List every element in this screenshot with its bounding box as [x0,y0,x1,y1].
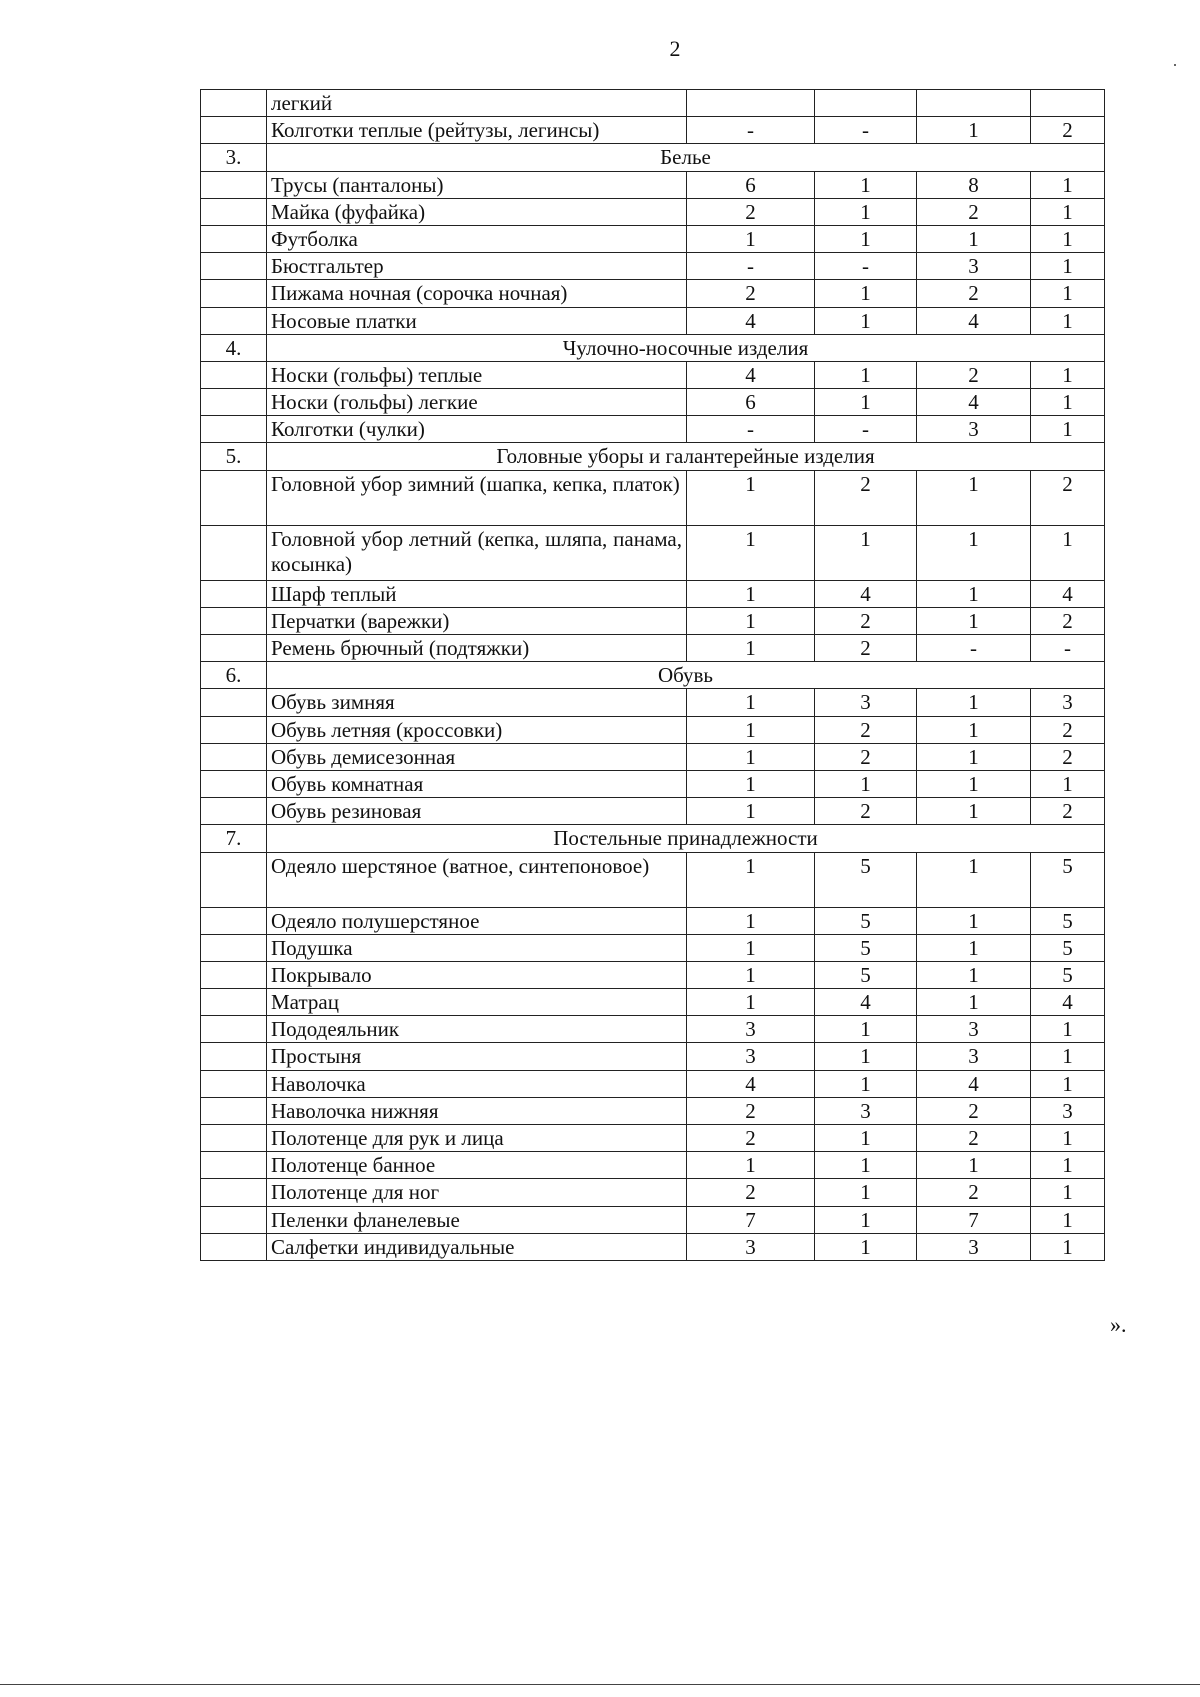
table-row [201,635,1105,662]
item-name: Одеяло шерстяное (ватное, синтепоновое) [267,852,687,907]
row-number [201,961,267,988]
table-row [201,90,1105,117]
item-value-col-2: 1 [815,1070,917,1097]
item-value-col-4: 2 [1031,117,1105,144]
row-number [201,580,267,607]
item-value-col-4: 2 [1031,716,1105,743]
row-number [201,253,267,280]
item-name: Полотенце для рук и лица [267,1125,687,1152]
item-value-col-3: 1 [917,934,1031,961]
item-value-col-3: 2 [917,1125,1031,1152]
item-value-col-2: 3 [815,689,917,716]
item-value-col-4: 1 [1031,1152,1105,1179]
row-number [201,1233,267,1260]
item-value-col-1: 2 [687,198,815,225]
row-number [201,716,267,743]
item-value-col-4: 5 [1031,961,1105,988]
item-value-col-1: - [687,416,815,443]
item-value-col-4: 5 [1031,907,1105,934]
table-row [201,907,1105,934]
item-name: Носки (гольфы) легкие [267,389,687,416]
item-name: Одеяло полушерстяное [267,907,687,934]
item-value-col-3 [917,90,1031,117]
table-row [201,580,1105,607]
table-row [201,171,1105,198]
item-value-col-2: 1 [815,389,917,416]
item-name: Пижама ночная (сорочка ночная) [267,280,687,307]
item-value-col-1: - [687,117,815,144]
item-value-col-3: 2 [917,1097,1031,1124]
item-value-col-1: 1 [687,635,815,662]
row-number [201,607,267,634]
item-value-col-2: 5 [815,907,917,934]
item-value-col-4: 1 [1031,1016,1105,1043]
item-value-col-4: 1 [1031,280,1105,307]
item-value-col-2: 2 [815,607,917,634]
item-value-col-4: 1 [1031,171,1105,198]
item-value-col-4 [1031,90,1105,117]
item-value-col-3: 3 [917,1016,1031,1043]
item-value-col-3: 3 [917,1043,1031,1070]
item-value-col-2: 1 [815,770,917,797]
item-value-col-2: - [815,253,917,280]
item-value-col-4: 1 [1031,416,1105,443]
item-name: Обувь демисезонная [267,743,687,770]
table-row [201,1016,1105,1043]
item-name: Головной убор летний (кепка, шляпа, панама, косынка) [267,525,687,580]
item-value-col-4: 1 [1031,307,1105,334]
item-value-col-1: 1 [687,989,815,1016]
table-row [201,389,1105,416]
item-value-col-3: 2 [917,361,1031,388]
row-number: 5. [201,443,267,470]
norms-table-body [201,90,1105,1261]
section-title: Чулочно-носочные изделия [267,334,1105,361]
bottom-rule [0,1684,1200,1685]
row-number: 6. [201,662,267,689]
row-number [201,907,267,934]
item-value-col-2: 1 [815,1179,917,1206]
item-value-col-3: 1 [917,689,1031,716]
item-name: Колготки теплые (рейтузы, легинсы) [267,117,687,144]
table-row [201,1206,1105,1233]
item-value-col-1: 1 [687,689,815,716]
item-value-col-2: 4 [815,989,917,1016]
item-value-col-1 [687,90,815,117]
item-name: Пододеяльник [267,1016,687,1043]
item-value-col-4: 2 [1031,470,1105,525]
row-number [201,934,267,961]
row-number [201,280,267,307]
item-value-col-4: 3 [1031,689,1105,716]
row-number [201,171,267,198]
item-value-col-1: 1 [687,934,815,961]
item-value-col-4: 3 [1031,1097,1105,1124]
row-number [201,635,267,662]
row-number [201,1016,267,1043]
item-value-col-3: 1 [917,525,1031,580]
item-value-col-3: 1 [917,961,1031,988]
item-name: Перчатки (варежки) [267,607,687,634]
item-value-col-2: 1 [815,1152,917,1179]
table-row [201,416,1105,443]
item-value-col-2: 3 [815,1097,917,1124]
table-row [201,689,1105,716]
item-value-col-3: 1 [917,989,1031,1016]
row-number: 4. [201,334,267,361]
item-value-col-1: 1 [687,525,815,580]
table-row [201,607,1105,634]
item-value-col-2: 5 [815,934,917,961]
row-number [201,525,267,580]
item-value-col-4: 1 [1031,525,1105,580]
table-row [201,1097,1105,1124]
item-name: Полотенце банное [267,1152,687,1179]
item-value-col-2: 2 [815,635,917,662]
item-value-col-2: 1 [815,1016,917,1043]
item-value-col-1: 3 [687,1043,815,1070]
item-value-col-1: 1 [687,1152,815,1179]
item-value-col-1: 3 [687,1233,815,1260]
item-value-col-1: 1 [687,907,815,934]
item-value-col-4: 1 [1031,361,1105,388]
row-number [201,743,267,770]
item-value-col-1: 1 [687,580,815,607]
item-value-col-1: 6 [687,171,815,198]
item-value-col-3: 7 [917,1206,1031,1233]
item-value-col-3: 1 [917,117,1031,144]
item-value-col-3: 1 [917,716,1031,743]
page-number: 2 [669,36,681,61]
item-value-col-2: 2 [815,743,917,770]
item-name: Полотенце для ног [267,1179,687,1206]
item-value-col-3: 3 [917,1233,1031,1260]
table-row [201,716,1105,743]
item-value-col-3: 2 [917,280,1031,307]
item-value-col-2: 2 [815,716,917,743]
item-name: Колготки (чулки) [267,416,687,443]
item-value-col-3: 8 [917,171,1031,198]
section-title: Обувь [267,662,1105,689]
item-name: Ремень брючный (подтяжки) [267,635,687,662]
item-value-col-2: - [815,416,917,443]
item-value-col-1: 1 [687,852,815,907]
row-number [201,90,267,117]
table-row [201,1152,1105,1179]
closing-quote-mark: ». [1110,1312,1127,1337]
item-value-col-1: 1 [687,607,815,634]
row-number [201,1179,267,1206]
item-value-col-3: 1 [917,225,1031,252]
item-value-col-3: 1 [917,770,1031,797]
item-value-col-2: 2 [815,798,917,825]
item-value-col-2: 2 [815,470,917,525]
row-number [201,1070,267,1097]
item-value-col-4: - [1031,635,1105,662]
item-name: Носки (гольфы) теплые [267,361,687,388]
item-value-col-2: 1 [815,280,917,307]
item-value-col-3: 2 [917,198,1031,225]
item-value-col-4: 2 [1031,743,1105,770]
item-value-col-4: 2 [1031,607,1105,634]
item-value-col-4: 1 [1031,1206,1105,1233]
item-name: Бюстгальтер [267,253,687,280]
item-value-col-2: 1 [815,225,917,252]
table-row [201,117,1105,144]
table-row [201,1179,1105,1206]
item-value-col-2: 1 [815,1125,917,1152]
row-number [201,361,267,388]
section-header-row [201,443,1105,470]
item-value-col-2: - [815,117,917,144]
item-name: Наволочка нижняя [267,1097,687,1124]
table-row [201,470,1105,525]
section-header-row [201,662,1105,689]
section-header-row [201,144,1105,171]
item-value-col-4: 2 [1031,798,1105,825]
item-name: Обувь зимняя [267,689,687,716]
item-value-col-2: 1 [815,361,917,388]
item-value-col-4: 4 [1031,580,1105,607]
item-value-col-1: 1 [687,798,815,825]
item-value-col-2: 1 [815,1233,917,1260]
section-title: Головные уборы и галантерейные изделия [267,443,1105,470]
scan-speck [1174,64,1176,66]
item-value-col-3: 1 [917,470,1031,525]
item-value-col-1: 7 [687,1206,815,1233]
item-value-col-1: 4 [687,361,815,388]
table-row [201,852,1105,907]
row-number [201,1206,267,1233]
row-number [201,1097,267,1124]
item-name: Обувь комнатная [267,770,687,797]
row-number: 7. [201,825,267,852]
table-row [201,1043,1105,1070]
item-value-col-4: 5 [1031,852,1105,907]
item-name: Подушка [267,934,687,961]
item-value-col-1: 2 [687,1125,815,1152]
item-value-col-4: 1 [1031,389,1105,416]
table-row [201,961,1105,988]
table-row [201,1233,1105,1260]
table-row [201,934,1105,961]
item-value-col-4: 1 [1031,198,1105,225]
item-value-col-3: 1 [917,852,1031,907]
table-row [201,989,1105,1016]
table-row [201,743,1105,770]
item-value-col-1: 4 [687,1070,815,1097]
row-number [201,117,267,144]
item-name: Салфетки индивидуальные [267,1233,687,1260]
table-row [201,307,1105,334]
table-row [201,198,1105,225]
table-row [201,225,1105,252]
item-value-col-4: 1 [1031,770,1105,797]
item-value-col-2: 1 [815,1043,917,1070]
row-number [201,989,267,1016]
table-row [201,280,1105,307]
item-name: Матрац [267,989,687,1016]
row-number [201,1125,267,1152]
item-name: Покрывало [267,961,687,988]
item-name: Трусы (панталоны) [267,171,687,198]
item-name: Обувь резиновая [267,798,687,825]
row-number [201,198,267,225]
item-name: Пеленки фланелевые [267,1206,687,1233]
table-row [201,1070,1105,1097]
row-number [201,307,267,334]
row-number [201,798,267,825]
item-value-col-4: 1 [1031,1070,1105,1097]
item-value-col-3: 1 [917,580,1031,607]
item-value-col-2: 1 [815,171,917,198]
item-value-col-4: 1 [1031,225,1105,252]
item-value-col-3: 1 [917,1152,1031,1179]
item-value-col-3: - [917,635,1031,662]
norms-table-container [200,89,1105,1261]
item-value-col-1: 1 [687,961,815,988]
item-value-col-1: 4 [687,307,815,334]
item-value-col-4: 1 [1031,253,1105,280]
section-header-row [201,334,1105,361]
item-value-col-1: 1 [687,225,815,252]
item-name: Майка (фуфайка) [267,198,687,225]
item-name: Простыня [267,1043,687,1070]
item-value-col-3: 1 [917,907,1031,934]
item-value-col-2: 1 [815,1206,917,1233]
item-name: Головной убор зимний (шапка, кепка, платок) [267,470,687,525]
section-title: Белье [267,144,1105,171]
table-row [201,770,1105,797]
table-row [201,253,1105,280]
item-value-col-2: 4 [815,580,917,607]
item-value-col-3: 2 [917,1179,1031,1206]
item-value-col-3: 4 [917,1070,1031,1097]
item-value-col-2: 1 [815,525,917,580]
row-number [201,689,267,716]
row-number [201,416,267,443]
item-value-col-1: 1 [687,770,815,797]
item-value-col-3: 4 [917,389,1031,416]
item-value-col-1: 1 [687,743,815,770]
item-value-col-2: 1 [815,307,917,334]
item-value-col-3: 1 [917,607,1031,634]
item-value-col-2: 1 [815,198,917,225]
item-value-col-2: 5 [815,852,917,907]
row-number: 3. [201,144,267,171]
row-number [201,1043,267,1070]
item-value-col-3: 3 [917,416,1031,443]
row-number [201,1152,267,1179]
table-row [201,1125,1105,1152]
row-number [201,389,267,416]
item-value-col-4: 4 [1031,989,1105,1016]
item-value-col-4: 1 [1031,1233,1105,1260]
table-row [201,798,1105,825]
item-value-col-3: 1 [917,798,1031,825]
row-number [201,225,267,252]
item-value-col-3: 3 [917,253,1031,280]
item-value-col-1: 6 [687,389,815,416]
item-value-col-1: 2 [687,280,815,307]
table-row [201,361,1105,388]
row-number [201,470,267,525]
item-name: Наволочка [267,1070,687,1097]
section-header-row [201,825,1105,852]
item-name: Шарф теплый [267,580,687,607]
row-number [201,852,267,907]
item-name: Обувь летняя (кроссовки) [267,716,687,743]
norms-table [200,89,1105,1261]
row-number [201,770,267,797]
item-value-col-2 [815,90,917,117]
item-value-col-2: 5 [815,961,917,988]
item-name: Футболка [267,225,687,252]
section-title: Постельные принадлежности [267,825,1105,852]
item-value-col-1: 2 [687,1097,815,1124]
item-value-col-1: 2 [687,1179,815,1206]
item-value-col-4: 1 [1031,1043,1105,1070]
item-value-col-4: 1 [1031,1125,1105,1152]
item-name: Носовые платки [267,307,687,334]
item-value-col-3: 1 [917,743,1031,770]
item-value-col-1: 3 [687,1016,815,1043]
item-value-col-3: 4 [917,307,1031,334]
item-value-col-4: 5 [1031,934,1105,961]
item-value-col-1: 1 [687,716,815,743]
item-value-col-1: 1 [687,470,815,525]
item-name: легкий [267,90,687,117]
table-row [201,525,1105,580]
item-value-col-1: - [687,253,815,280]
item-value-col-4: 1 [1031,1179,1105,1206]
